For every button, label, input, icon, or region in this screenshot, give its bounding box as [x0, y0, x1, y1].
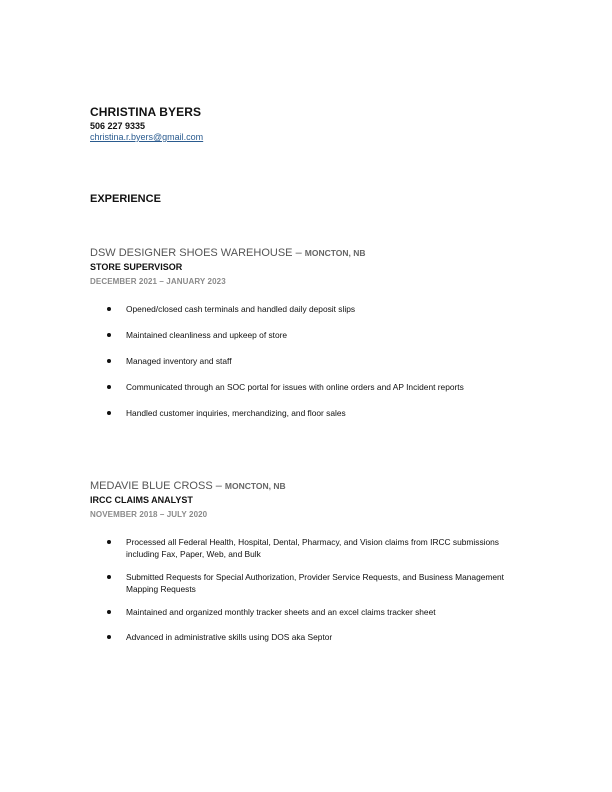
- list-item: Advanced in administrative skills using DOS aka Septor: [90, 631, 530, 643]
- job-dates: NOVEMBER 2018 – JULY 2020: [90, 510, 208, 519]
- candidate-name: CHRISTINA BYERS: [90, 105, 202, 119]
- duties-list: [90, 536, 530, 643]
- phone-number: 506 227 9335: [90, 121, 146, 131]
- list-item: Handled customer inquiries, merchandizing, and floor sales: [90, 407, 530, 419]
- bullet-icon: [107, 385, 111, 389]
- separator: –: [212, 480, 225, 492]
- company-line: [90, 480, 530, 492]
- bullet-icon: [107, 359, 111, 363]
- company-name: MEDAVIE BLUE CROSS: [90, 480, 213, 492]
- list-item: Submitted Requests for Special Authorization, Provider Service Requests, and Business Management Mapping Requests: [90, 571, 530, 595]
- job-role: STORE SUPERVISOR: [90, 262, 183, 272]
- list-item: Managed inventory and staff: [90, 355, 530, 367]
- company-location: MONCTON, NB: [224, 481, 286, 491]
- bullet-icon: [107, 575, 111, 579]
- separator: –: [292, 247, 305, 259]
- bullet-icon: [107, 411, 111, 415]
- company-name: DSW DESIGNER SHOES WAREHOUSE: [90, 247, 293, 259]
- list-item: Maintained and organized monthly tracker sheets and an excel claims tracker sheet: [90, 606, 530, 618]
- bullet-icon: [107, 307, 111, 311]
- list-item: Processed all Federal Health, Hospital, Dental, Pharmacy, and Vision claims from IRCC submissions including Fax, Paper, Web, and Bulk: [90, 536, 530, 560]
- list-item: Opened/closed cash terminals and handled daily deposit slips: [90, 303, 530, 315]
- job-role: IRCC CLAIMS ANALYST: [90, 495, 193, 505]
- job-entry: [90, 247, 530, 418]
- list-item: Maintained cleanliness and upkeep of store: [90, 329, 530, 341]
- list-item: Communicated through an SOC portal for issues with online orders and AP Incident reports: [90, 381, 530, 393]
- company-location: MONCTON, NB: [304, 248, 366, 258]
- bullet-icon: [107, 540, 111, 544]
- job-dates: DECEMBER 2021 – JANUARY 2023: [90, 277, 226, 286]
- experience-heading: EXPERIENCE: [90, 193, 161, 205]
- bullet-icon: [107, 610, 111, 614]
- bullet-icon: [107, 333, 111, 337]
- job-entry: [90, 480, 530, 642]
- bullet-icon: [107, 635, 111, 639]
- email-link[interactable]: christina.r.byers@gmail.com: [90, 132, 204, 142]
- company-line: [90, 247, 530, 259]
- duties-list: [90, 303, 530, 419]
